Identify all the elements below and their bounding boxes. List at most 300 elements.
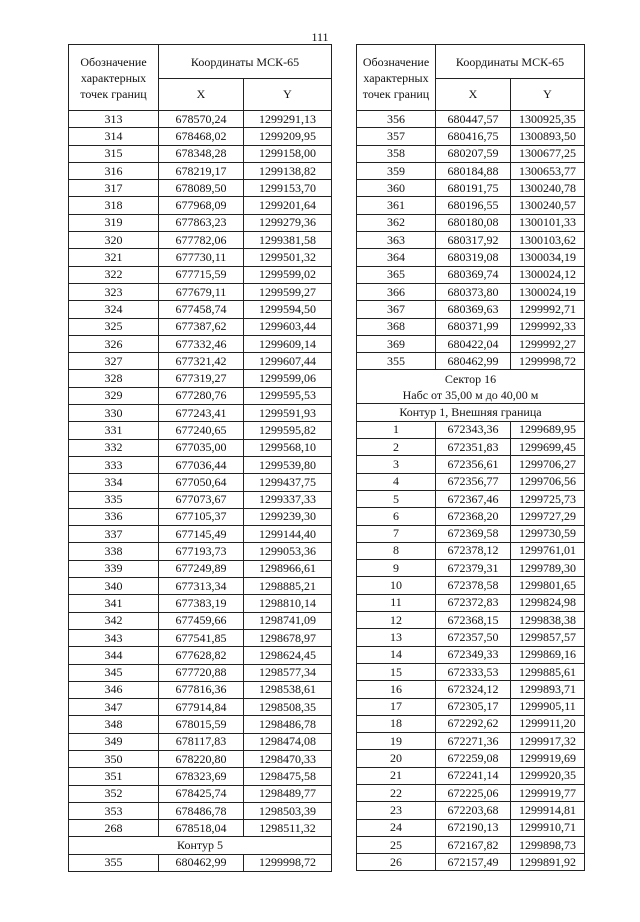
x-coordinate-cell: 678468,02 xyxy=(159,128,244,145)
x-coordinate-cell: 672356,61 xyxy=(436,456,511,473)
table-row xyxy=(69,145,332,162)
x-coordinate-cell: 677458,74 xyxy=(159,301,244,318)
x-coordinate-cell: 677679,11 xyxy=(159,283,244,300)
point-number-cell: 318 xyxy=(69,197,159,214)
x-coordinate-cell: 677863,23 xyxy=(159,214,244,231)
table-row xyxy=(357,646,585,663)
point-number-cell: 9 xyxy=(357,560,436,577)
x-coordinate-cell: 680447,57 xyxy=(436,111,511,128)
y-coordinate-cell: 1299992,33 xyxy=(511,318,585,335)
table-row xyxy=(69,128,332,145)
table-row xyxy=(69,595,332,612)
x-coordinate-cell: 672167,82 xyxy=(436,836,511,853)
contour-label xyxy=(69,837,332,854)
y-coordinate-cell: 1299603,44 xyxy=(244,318,332,335)
x-coordinate-cell: 677050,64 xyxy=(159,474,244,491)
point-number-cell: 327 xyxy=(69,353,159,370)
y-coordinate-cell: 1298511,32 xyxy=(244,820,332,837)
table-row xyxy=(69,491,332,508)
y-coordinate-cell: 1299914,81 xyxy=(511,802,585,819)
x-coordinate-cell: 677073,67 xyxy=(159,491,244,508)
y-coordinate-cell: 1299291,13 xyxy=(244,111,332,128)
table-row xyxy=(69,629,332,646)
x-coordinate-cell: 672225,06 xyxy=(436,784,511,801)
y-coordinate-cell: 1299053,36 xyxy=(244,543,332,560)
point-number-cell: 8 xyxy=(357,542,436,559)
point-number-cell: 338 xyxy=(69,543,159,560)
y-coordinate-cell: 1299898,73 xyxy=(511,836,585,853)
x-coordinate-cell: 678323,69 xyxy=(159,768,244,785)
y-coordinate-cell: 1299595,82 xyxy=(244,422,332,439)
table-row xyxy=(69,232,332,249)
y-coordinate-cell: 1300103,62 xyxy=(511,232,585,249)
x-coordinate-cell: 678425,74 xyxy=(159,785,244,802)
x-coordinate-cell: 672369,58 xyxy=(436,525,511,542)
table-row xyxy=(69,716,332,733)
y-coordinate-cell: 1299594,50 xyxy=(244,301,332,318)
x-coordinate-cell: 677243,41 xyxy=(159,405,244,422)
x-coordinate-cell: 672372,83 xyxy=(436,594,511,611)
contour-label-row xyxy=(69,837,332,854)
table-row xyxy=(69,750,332,767)
x-coordinate-cell: 677280,76 xyxy=(159,387,244,404)
table-row xyxy=(69,508,332,525)
table-row xyxy=(357,629,585,646)
y-coordinate-cell: 1299595,53 xyxy=(244,387,332,404)
x-coordinate-cell: 678219,17 xyxy=(159,162,244,179)
point-number-cell: 16 xyxy=(357,681,436,698)
y-coordinate-cell: 1298503,39 xyxy=(244,802,332,819)
point-number-cell: 341 xyxy=(69,595,159,612)
x-coordinate-cell: 677387,62 xyxy=(159,318,244,335)
x-coordinate-cell: 680319,08 xyxy=(436,249,511,266)
point-number-cell: 366 xyxy=(357,283,436,300)
point-number-cell: 353 xyxy=(69,802,159,819)
y-coordinate-cell: 1299689,95 xyxy=(511,421,585,438)
point-number-cell: 1 xyxy=(357,421,436,438)
table-row xyxy=(357,145,585,162)
x-coordinate-cell: 680371,99 xyxy=(436,318,511,335)
table-row xyxy=(357,266,585,283)
x-coordinate-cell: 677319,27 xyxy=(159,370,244,387)
y-coordinate-cell: 1298470,33 xyxy=(244,750,332,767)
y-coordinate-cell: 1299153,70 xyxy=(244,180,332,197)
point-number-cell: 355 xyxy=(69,854,159,871)
table-row xyxy=(357,681,585,698)
x-coordinate-cell: 678486,78 xyxy=(159,802,244,819)
y-coordinate-cell: 1299239,30 xyxy=(244,508,332,525)
y-coordinate-cell: 1299869,16 xyxy=(511,646,585,663)
table-row xyxy=(357,715,585,732)
y-coordinate-cell: 1298474,08 xyxy=(244,733,332,750)
table-row xyxy=(357,542,585,559)
point-number-cell: 331 xyxy=(69,422,159,439)
y-coordinate-cell: 1298678,97 xyxy=(244,629,332,646)
point-number-cell: 367 xyxy=(357,301,436,318)
x-coordinate-cell: 672333,53 xyxy=(436,663,511,680)
y-coordinate-cell: 1299706,27 xyxy=(511,456,585,473)
y-coordinate-cell: 1299838,38 xyxy=(511,612,585,629)
y-coordinate-cell: 1299917,32 xyxy=(511,733,585,750)
y-coordinate-cell: 1299591,93 xyxy=(244,405,332,422)
table-row xyxy=(357,767,585,784)
table-row xyxy=(357,490,585,507)
point-number-cell: 345 xyxy=(69,664,159,681)
point-number-cell: 360 xyxy=(357,180,436,197)
point-number-cell: 344 xyxy=(69,647,159,664)
table-row xyxy=(357,577,585,594)
point-number-cell: 347 xyxy=(69,699,159,716)
y-header: Y xyxy=(511,79,585,111)
x-coordinate-cell: 677240,65 xyxy=(159,422,244,439)
point-number-cell: 314 xyxy=(69,128,159,145)
table-row xyxy=(357,698,585,715)
x-coordinate-cell: 672368,20 xyxy=(436,508,511,525)
y-coordinate-cell: 1299761,01 xyxy=(511,542,585,559)
point-number-cell: 337 xyxy=(69,526,159,543)
table-row xyxy=(69,266,332,283)
x-coordinate-cell: 677914,84 xyxy=(159,699,244,716)
point-number-cell: 342 xyxy=(69,612,159,629)
point-number-cell: 7 xyxy=(357,525,436,542)
sector-heading-text: Набс от 35,00 м до 40,00 м xyxy=(402,387,539,402)
point-number-cell: 336 xyxy=(69,508,159,525)
x-coordinate-cell: 680422,04 xyxy=(436,335,511,352)
x-coordinate-cell: 672190,13 xyxy=(436,819,511,836)
point-number-cell: 24 xyxy=(357,819,436,836)
point-label-header: Обозначение характерных точек границ xyxy=(69,45,159,111)
table-row xyxy=(69,768,332,785)
y-coordinate-cell: 1300240,78 xyxy=(511,180,585,197)
table-row xyxy=(357,456,585,473)
y-coordinate-cell: 1299998,72 xyxy=(511,353,585,370)
point-number-cell: 17 xyxy=(357,698,436,715)
table-row xyxy=(69,733,332,750)
table-row xyxy=(357,733,585,750)
table-row xyxy=(69,474,332,491)
y-coordinate-cell: 1298966,61 xyxy=(244,560,332,577)
y-coordinate-cell: 1299911,20 xyxy=(511,715,585,732)
point-number-cell: 343 xyxy=(69,629,159,646)
table-row xyxy=(69,370,332,387)
table-row xyxy=(69,335,332,352)
table-row xyxy=(69,802,332,819)
point-number-cell: 20 xyxy=(357,750,436,767)
y-coordinate-cell: 1298489,77 xyxy=(244,785,332,802)
point-number-cell: 334 xyxy=(69,474,159,491)
point-number-cell: 321 xyxy=(69,249,159,266)
point-number-cell: 13 xyxy=(357,629,436,646)
table-row xyxy=(357,750,585,767)
table-row xyxy=(357,508,585,525)
x-coordinate-cell: 678117,83 xyxy=(159,733,244,750)
table-row xyxy=(69,162,332,179)
x-coordinate-cell: 677383,19 xyxy=(159,595,244,612)
x-coordinate-cell: 677720,88 xyxy=(159,664,244,681)
contour-label xyxy=(357,404,585,421)
table-row xyxy=(69,647,332,664)
table-row xyxy=(357,249,585,266)
y-coordinate-cell: 1299905,11 xyxy=(511,698,585,715)
x-coordinate-cell: 677193,73 xyxy=(159,543,244,560)
y-coordinate-cell: 1299699,45 xyxy=(511,439,585,456)
x-coordinate-cell: 672157,49 xyxy=(436,854,511,871)
y-coordinate-cell: 1299857,57 xyxy=(511,629,585,646)
table-row xyxy=(69,854,332,871)
point-number-cell: 11 xyxy=(357,594,436,611)
point-number-cell: 325 xyxy=(69,318,159,335)
y-coordinate-cell: 1300240,57 xyxy=(511,197,585,214)
table-row xyxy=(69,526,332,543)
x-coordinate-cell: 672271,36 xyxy=(436,733,511,750)
x-coordinate-cell: 678015,59 xyxy=(159,716,244,733)
x-coordinate-cell: 678089,50 xyxy=(159,180,244,197)
y-coordinate-cell: 1299910,71 xyxy=(511,819,585,836)
table-row xyxy=(69,578,332,595)
y-coordinate-cell: 1298577,34 xyxy=(244,664,332,681)
y-coordinate-cell: 1299885,61 xyxy=(511,663,585,680)
y-coordinate-cell: 1299706,56 xyxy=(511,473,585,490)
point-number-cell: 268 xyxy=(69,820,159,837)
y-coordinate-cell: 1299609,14 xyxy=(244,335,332,352)
table-row xyxy=(357,784,585,801)
point-number-cell: 313 xyxy=(69,111,159,128)
point-number-cell: 368 xyxy=(357,318,436,335)
y-coordinate-cell: 1299998,72 xyxy=(244,854,332,871)
x-coordinate-cell: 672324,12 xyxy=(436,681,511,698)
point-number-cell: 328 xyxy=(69,370,159,387)
point-number-cell: 329 xyxy=(69,387,159,404)
x-coordinate-cell: 678570,24 xyxy=(159,111,244,128)
point-number-cell: 323 xyxy=(69,283,159,300)
x-coordinate-cell: 672203,68 xyxy=(436,802,511,819)
contour-label-row xyxy=(357,404,585,421)
sector-heading-text: Сектор 16 xyxy=(444,371,497,386)
y-coordinate-cell: 1299725,73 xyxy=(511,490,585,507)
table-row xyxy=(357,111,585,128)
x-header: X xyxy=(159,79,244,111)
point-number-cell: 324 xyxy=(69,301,159,318)
y-coordinate-cell: 1299279,36 xyxy=(244,214,332,231)
y-coordinate-cell: 1299138,82 xyxy=(244,162,332,179)
table-row xyxy=(357,612,585,629)
point-number-cell: 364 xyxy=(357,249,436,266)
point-number-cell: 359 xyxy=(357,162,436,179)
x-coordinate-cell: 680462,99 xyxy=(159,854,244,871)
x-coordinate-cell: 677145,49 xyxy=(159,526,244,543)
contour-label-text: Контур 5 xyxy=(177,838,223,853)
x-coordinate-cell: 672368,15 xyxy=(436,612,511,629)
point-number-cell: 357 xyxy=(357,128,436,145)
y-coordinate-cell: 1299789,30 xyxy=(511,560,585,577)
point-number-cell: 316 xyxy=(69,162,159,179)
y-coordinate-cell: 1300101,33 xyxy=(511,214,585,231)
point-number-cell: 12 xyxy=(357,612,436,629)
table-row xyxy=(69,543,332,560)
x-coordinate-cell: 672351,83 xyxy=(436,439,511,456)
table-row xyxy=(357,335,585,352)
x-coordinate-cell: 672292,62 xyxy=(436,715,511,732)
x-coordinate-cell: 680191,75 xyxy=(436,180,511,197)
table-row xyxy=(357,180,585,197)
y-coordinate-cell: 1299209,95 xyxy=(244,128,332,145)
table-row xyxy=(69,699,332,716)
table-row xyxy=(357,819,585,836)
y-coordinate-cell: 1299599,06 xyxy=(244,370,332,387)
x-header: X xyxy=(436,79,511,111)
x-coordinate-cell: 677459,66 xyxy=(159,612,244,629)
table-row xyxy=(69,456,332,473)
y-coordinate-cell: 1300925,35 xyxy=(511,111,585,128)
x-coordinate-cell: 677035,00 xyxy=(159,439,244,456)
y-coordinate-cell: 1299727,29 xyxy=(511,508,585,525)
y-coordinate-cell: 1299730,59 xyxy=(511,525,585,542)
y-coordinate-cell: 1299891,92 xyxy=(511,854,585,871)
point-number-cell: 15 xyxy=(357,663,436,680)
page-number: 111 xyxy=(311,30,329,44)
x-coordinate-cell: 677036,44 xyxy=(159,456,244,473)
table-row xyxy=(357,525,585,542)
y-coordinate-cell: 1298741,09 xyxy=(244,612,332,629)
y-coordinate-cell: 1299919,69 xyxy=(511,750,585,767)
point-number-cell: 4 xyxy=(357,473,436,490)
coordinates-table-right xyxy=(356,44,585,871)
point-number-cell: 335 xyxy=(69,491,159,508)
y-coordinate-cell: 1298810,14 xyxy=(244,595,332,612)
table-row xyxy=(357,560,585,577)
y-coordinate-cell: 1298508,35 xyxy=(244,699,332,716)
y-coordinate-cell: 1299919,77 xyxy=(511,784,585,801)
sector-heading xyxy=(357,370,585,404)
point-number-cell: 355 xyxy=(357,353,436,370)
point-number-cell: 3 xyxy=(357,456,436,473)
point-number-cell: 352 xyxy=(69,785,159,802)
x-coordinate-cell: 677541,85 xyxy=(159,629,244,646)
table-row xyxy=(69,214,332,231)
y-coordinate-cell: 1299992,71 xyxy=(511,301,585,318)
point-number-cell: 363 xyxy=(357,232,436,249)
point-number-cell: 6 xyxy=(357,508,436,525)
point-number-cell: 319 xyxy=(69,214,159,231)
x-coordinate-cell: 677321,42 xyxy=(159,353,244,370)
y-coordinate-cell: 1300677,25 xyxy=(511,145,585,162)
table-row xyxy=(357,353,585,370)
x-coordinate-cell: 672241,14 xyxy=(436,767,511,784)
y-coordinate-cell: 1299201,64 xyxy=(244,197,332,214)
y-coordinate-cell: 1299607,44 xyxy=(244,353,332,370)
x-coordinate-cell: 672356,77 xyxy=(436,473,511,490)
y-coordinate-cell: 1299801,65 xyxy=(511,577,585,594)
table-row xyxy=(69,612,332,629)
table-row xyxy=(69,283,332,300)
point-number-cell: 339 xyxy=(69,560,159,577)
x-coordinate-cell: 672349,33 xyxy=(436,646,511,663)
table-row xyxy=(69,197,332,214)
point-number-cell: 340 xyxy=(69,578,159,595)
contour-label-text: Контур 1, Внешняя граница xyxy=(399,405,542,420)
sector-heading-row xyxy=(357,370,585,404)
x-coordinate-cell: 678348,28 xyxy=(159,145,244,162)
point-number-cell: 326 xyxy=(69,335,159,352)
point-number-cell: 14 xyxy=(357,646,436,663)
table-row xyxy=(357,854,585,871)
table-row xyxy=(357,663,585,680)
y-coordinate-cell: 1299920,35 xyxy=(511,767,585,784)
table-row xyxy=(357,128,585,145)
x-coordinate-cell: 677782,06 xyxy=(159,232,244,249)
table-row xyxy=(357,473,585,490)
x-coordinate-cell: 678220,80 xyxy=(159,750,244,767)
point-number-cell: 333 xyxy=(69,456,159,473)
x-coordinate-cell: 677968,09 xyxy=(159,197,244,214)
table-row xyxy=(69,387,332,404)
table-row xyxy=(357,283,585,300)
x-coordinate-cell: 680207,59 xyxy=(436,145,511,162)
y-coordinate-cell: 1299337,33 xyxy=(244,491,332,508)
x-coordinate-cell: 677313,34 xyxy=(159,578,244,595)
y-coordinate-cell: 1299824,98 xyxy=(511,594,585,611)
x-coordinate-cell: 680196,55 xyxy=(436,197,511,214)
point-number-cell: 348 xyxy=(69,716,159,733)
y-coordinate-cell: 1299599,27 xyxy=(244,283,332,300)
x-coordinate-cell: 677105,37 xyxy=(159,508,244,525)
point-number-cell: 25 xyxy=(357,836,436,853)
x-coordinate-cell: 677816,36 xyxy=(159,681,244,698)
x-coordinate-cell: 678518,04 xyxy=(159,820,244,837)
x-coordinate-cell: 672305,17 xyxy=(436,698,511,715)
point-number-cell: 365 xyxy=(357,266,436,283)
table-row xyxy=(357,197,585,214)
x-coordinate-cell: 680416,75 xyxy=(436,128,511,145)
y-coordinate-cell: 1299568,10 xyxy=(244,439,332,456)
point-number-cell: 356 xyxy=(357,111,436,128)
point-number-cell: 346 xyxy=(69,681,159,698)
table-row xyxy=(357,439,585,456)
table-row xyxy=(69,318,332,335)
x-coordinate-cell: 677332,46 xyxy=(159,335,244,352)
x-coordinate-cell: 680462,99 xyxy=(436,353,511,370)
table-row xyxy=(69,681,332,698)
table-row xyxy=(357,594,585,611)
y-coordinate-cell: 1298486,78 xyxy=(244,716,332,733)
table-row xyxy=(69,301,332,318)
y-coordinate-cell: 1298475,58 xyxy=(244,768,332,785)
point-number-cell: 369 xyxy=(357,335,436,352)
point-number-cell: 332 xyxy=(69,439,159,456)
point-number-cell: 21 xyxy=(357,767,436,784)
x-coordinate-cell: 672343,36 xyxy=(436,421,511,438)
y-coordinate-cell: 1300024,19 xyxy=(511,283,585,300)
table-row xyxy=(69,439,332,456)
table-row xyxy=(69,249,332,266)
table-row xyxy=(69,820,332,837)
table-row xyxy=(357,836,585,853)
table-row xyxy=(69,785,332,802)
point-number-cell: 2 xyxy=(357,439,436,456)
y-coordinate-cell: 1300653,77 xyxy=(511,162,585,179)
point-number-cell: 351 xyxy=(69,768,159,785)
x-coordinate-cell: 672379,31 xyxy=(436,560,511,577)
point-number-cell: 330 xyxy=(69,405,159,422)
point-number-cell: 317 xyxy=(69,180,159,197)
table-row xyxy=(69,353,332,370)
y-coordinate-cell: 1298624,45 xyxy=(244,647,332,664)
point-number-cell: 315 xyxy=(69,145,159,162)
x-coordinate-cell: 677715,59 xyxy=(159,266,244,283)
point-number-cell: 26 xyxy=(357,854,436,871)
point-number-cell: 358 xyxy=(357,145,436,162)
x-coordinate-cell: 672378,12 xyxy=(436,542,511,559)
